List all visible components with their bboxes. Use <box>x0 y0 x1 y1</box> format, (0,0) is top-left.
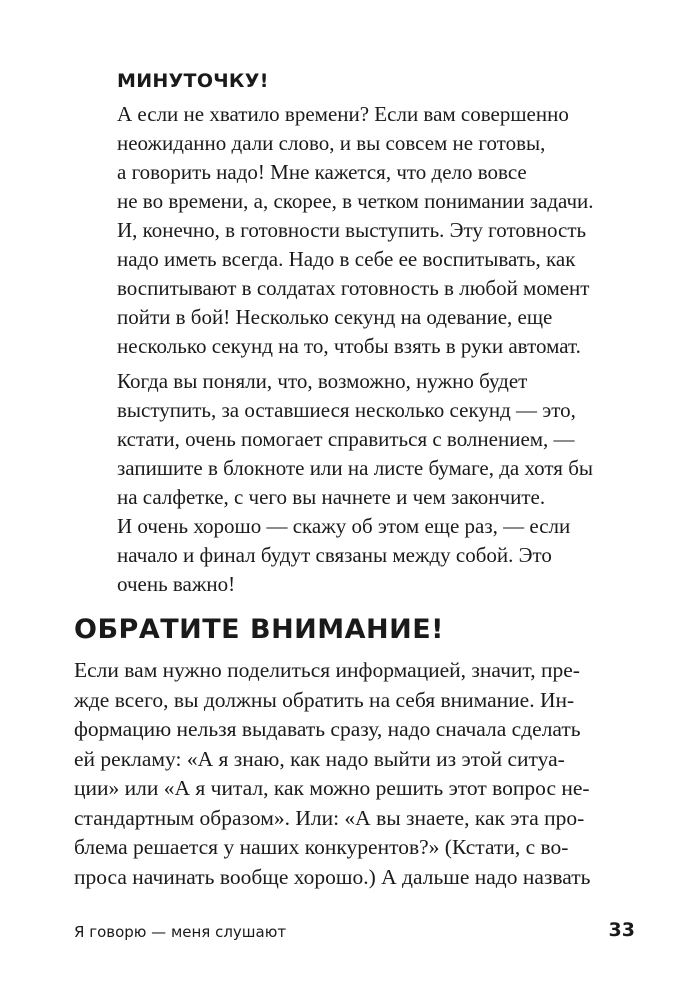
sidebar-note <box>117 66 617 605</box>
text-line: несколько секунд на то, чтобы взять в руки автомат. <box>117 334 581 358</box>
text-line: выступить, за оставшиеся несколько секунд — это, <box>117 398 576 422</box>
text-line: не во времени, а, скорее, в четком понимании задачи. <box>117 189 594 213</box>
text-line: формацию нельзя выдавать сразу, надо сначала сделать <box>74 717 581 741</box>
body-paragraph <box>74 656 634 892</box>
section-heading: ОБРАТИТЕ ВНИМАНИЕ! <box>74 614 444 645</box>
text-line: проса начинать вообще хорошо.) А дальше надо назвать <box>74 864 591 889</box>
text-line: Когда вы поняли, что, возможно, нужно будет <box>117 369 528 393</box>
text-line: блема решается у наших конкурентов?» (Кстати, с во- <box>74 835 569 859</box>
text-line: неожиданно дали слово, и вы совсем не готовы, <box>117 131 546 155</box>
text-line: стандартным образом». Или: «А вы знаете, как эта про- <box>74 805 585 830</box>
text-line: кстати, очень помогает справиться с волнением, — <box>117 427 575 451</box>
text-line: на салфетке, с чего вы начнете и чем закончите. <box>117 485 546 509</box>
text-line: надо иметь всегда. Надо в себе ее воспитывать, как <box>117 247 576 271</box>
text-line: И, конечно, в готовности выступить. Эту готовность <box>117 218 587 242</box>
text-line: ей рекламу: «А я знаю, как надо выйти из этой ситуа- <box>74 746 565 771</box>
text-line: начало и финал будут связаны между собой. Это <box>117 543 552 567</box>
text-line: жде всего, вы должны обратить на себя внимание. Ин- <box>74 687 575 712</box>
text-line: а говорить надо! Мне кажется, что дело вовсе <box>117 160 527 184</box>
text-line: воспитывают в солдатах готовность в любой момент <box>117 276 590 300</box>
text-line: очень важно! <box>117 572 236 596</box>
sidebar-heading: МИНУТОЧКУ! <box>117 70 269 92</box>
text-line: И очень хорошо — скажу об этом еще раз, — если <box>117 514 571 538</box>
text-line: Если вам нужно поделиться информацией, значит, пре- <box>74 658 580 682</box>
text-line: А если не хватило времени? Если вам совершенно <box>117 102 569 126</box>
text-line: ции» или «А я читал, как можно решить этот вопрос не- <box>74 776 590 800</box>
sidebar-paragraph-2 <box>117 367 617 599</box>
text-line: запишите в блокноте или на листе бумаге, да хотя бы <box>117 456 594 480</box>
text-line: пойти в бой! Несколько секунд на одевание, еще <box>117 305 553 329</box>
running-footer-title: Я говорю — меня слушают <box>74 923 287 941</box>
sidebar-paragraph-1 <box>117 100 617 361</box>
page-number: 33 <box>608 919 635 941</box>
